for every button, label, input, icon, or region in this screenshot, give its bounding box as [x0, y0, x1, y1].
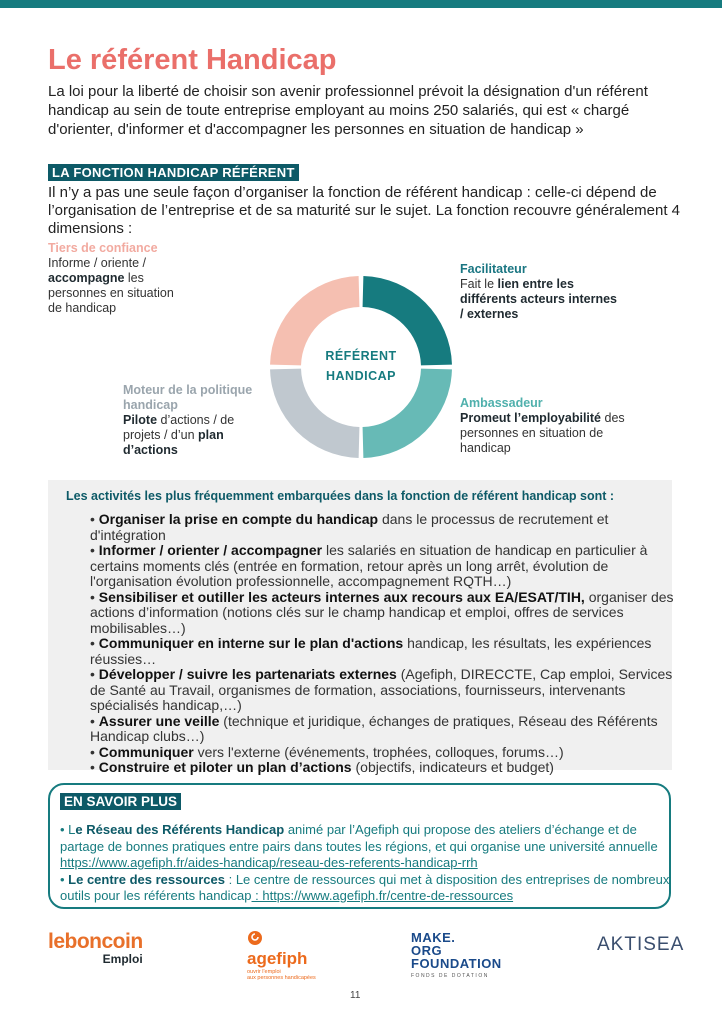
dimension-heading: Ambassadeur	[460, 396, 543, 410]
dimension-tiers-de-confiance	[48, 241, 188, 316]
learn-more-text	[60, 822, 675, 905]
reseau-link[interactable]: https://www.agefiph.fr/aides-handicap/reseau-des-referents-handicap-rrh	[60, 855, 478, 870]
section-text: Il n’y a pas une seule façon d’organiser la fonction de référent handicap : celle-ci dépend de l’organisation de l’entreprise et de sa maturité sur le sujet. La fonction recouvre généralement 4 dimensions :	[48, 184, 681, 237]
dimension-text: Fait le	[460, 277, 498, 291]
leboncoin-logo: leboncoin Emploi	[48, 930, 143, 966]
top-bar	[0, 0, 722, 8]
agefiph-logo: agefiph ouvrir l'emploi aux personnes handicapées	[247, 930, 327, 981]
dimension-facilitateur	[460, 262, 620, 322]
activity-item: • Construire et piloter un plan d’actions (objectifs, indicateurs et budget)	[90, 759, 554, 775]
center-line-1: RÉFÉRENT	[325, 349, 397, 363]
dimension-ambassadeur	[460, 396, 650, 456]
intro-paragraph: La loi pour la liberté de choisir son avenir professionnel prévoit la désignation d'un référent handicap au sein de toute entreprise employant au moins 250 salariés, qui est « chargé d'orienter, d'informer et d'accompagner les personnes en situation de handicap »	[48, 83, 648, 138]
dimension-text: d’actions / de projets / d’un	[123, 413, 235, 442]
dimension-bold: lien entre les différents acteurs internes / externes	[460, 277, 617, 321]
dimension-moteur	[123, 383, 263, 458]
dimension-heading: Moteur de la politique handicap	[123, 383, 253, 412]
activity-item: • Organiser la prise en compte du handicap dans le processus de recrutement et d'intégration	[90, 511, 609, 543]
page-title: Le référent Handicap	[48, 44, 337, 76]
activity-item: • Communiquer vers l'externe (événements, trophées, colloques, forums…)	[90, 743, 564, 760]
learn-more-label: EN SAVOIR PLUS	[60, 793, 181, 810]
dimension-bold: Pilote	[123, 413, 158, 427]
make-org-foundation-logo: MAKE. ORG FOUNDATION FONDS DE DOTATION	[411, 930, 502, 979]
dimension-bold: plan d’actions	[123, 428, 224, 457]
activities-list	[90, 512, 680, 776]
activity-item: • Assurer une veille (technique et juridique, échanges de pratiques, Réseau des Référents Handicap clubs…)	[90, 712, 658, 744]
dimension-bold: accompagne	[48, 271, 125, 285]
dimension-bold: Promeut l’employabilité	[460, 411, 602, 425]
dimension-text: Informe / oriente /	[48, 256, 146, 270]
activity-item: • Développer / suivre les partenariats externes (Agefiph, DIRECCTE, Cap emploi, Services de Santé au Travail, organismes de formation, associations, fournisseurs, intervenants spécialisés handicap,…)	[90, 666, 673, 713]
dimension-text: les personnes en situation de handicap	[48, 271, 174, 315]
activity-item: • Informer / orienter / accompagner les salariés en situation de handicap en particulier à certains moments clés (entrée en formation, retour après un long arrêt, évolution de l'organisation évolution professionnelle, accompagnement RQTH…)	[90, 542, 648, 589]
dimension-text: des personnes en situation de handicap	[460, 411, 625, 455]
learn-more-item-centre: • Le centre des ressources : Le centre de ressources qui met à disposition des entreprises de nombreux outils pour les référents handicap : https://www.agefiph.fr/centre-de-ressources	[60, 871, 670, 903]
dimension-heading: Facilitateur	[460, 262, 527, 276]
activity-item: • Communiquer en interne sur le plan d'actions handicap, les résultats, les expériences réussies…	[90, 635, 652, 667]
activities-title: Les activités les plus fréquemment embarquées dans la fonction de référent handicap sont :	[66, 489, 615, 503]
learn-more-item-reseau: • Le Réseau des Référents Handicap animé par l’Agefiph qui propose des ateliers d’échange et de partage de bonnes pratiques entre pairs dans toutes les régions, et qui organise une université annuelle https://www.agefiph.fr/aides-handicap/reseau-des-referents-handicap-rrh	[60, 822, 658, 870]
centre-link[interactable]: : https://www.agefiph.fr/centre-de-ressources	[251, 888, 514, 903]
agefiph-icon	[247, 930, 263, 946]
aktisea-logo: AKTISEA	[597, 934, 685, 955]
section-label: LA FONCTION HANDICAP RÉFÉRENT	[48, 164, 299, 181]
activity-item: • Sensibiliser et outiller les acteurs internes aux recours aux EA/ESAT/TIH, organiser des actions d’information (notions clés sur le champ handicap et emploi, offres de services mobilisables…)	[90, 588, 674, 636]
page-number: 11	[350, 990, 361, 1001]
center-line-2: HANDICAP	[326, 369, 396, 383]
donut-center-label	[301, 346, 421, 386]
dimension-heading: Tiers de confiance	[48, 241, 158, 255]
